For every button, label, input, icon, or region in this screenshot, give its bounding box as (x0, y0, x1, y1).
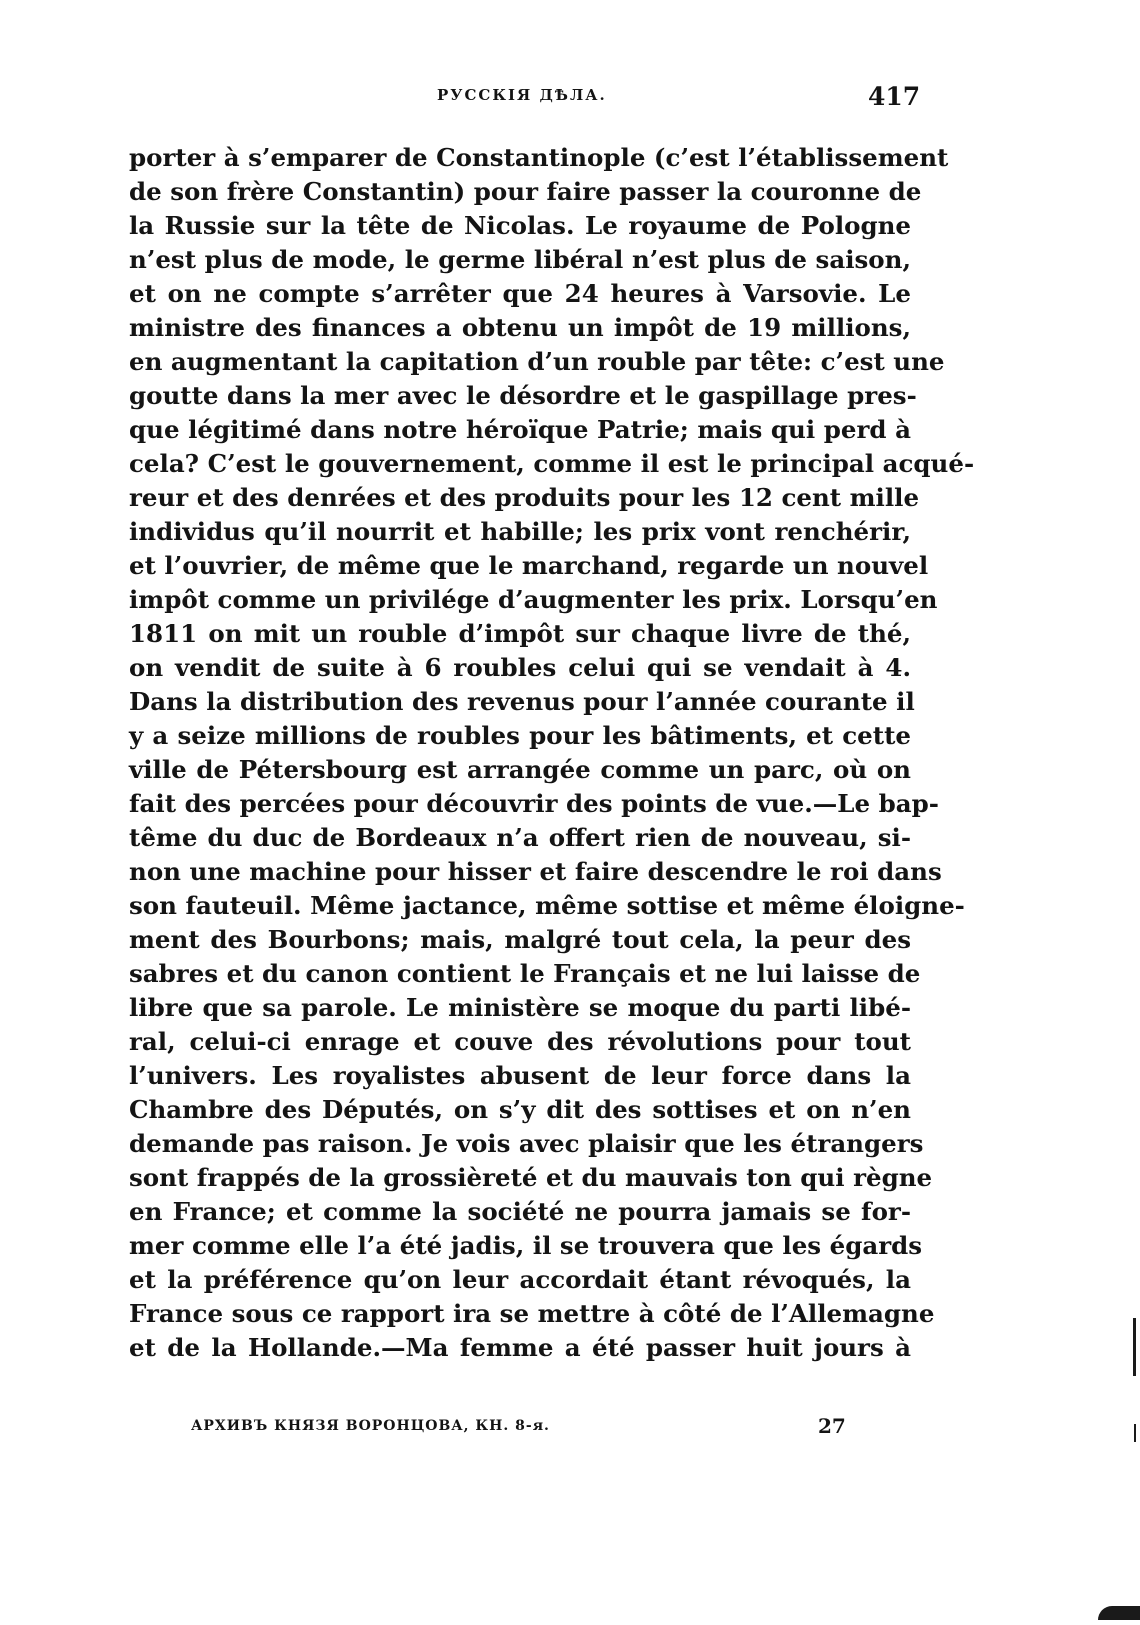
page-footer (0, 1414, 1140, 1440)
text-line: on vendit de suite à 6 roubles celui qui se vendait à 4. (129, 653, 911, 682)
printer-signature: АРХИВЪ КНЯЗЯ ВОРОНЦОВА, КН. 8-я. (191, 1418, 550, 1434)
text-line: non une machine pour hisser et faire descendre le roi dans (129, 857, 942, 886)
text-line: 1811 on mit un rouble d’impôt sur chaque livre de thé, (129, 619, 911, 648)
text-line: Dans la distribution des revenus pour l’année courante il (129, 687, 915, 716)
text-line: et de la Hollande.—Ma femme a été passer huit jours à (129, 1333, 911, 1362)
text-line: son fauteuil. Même jactance, même sottise et même éloigne- (129, 891, 965, 920)
text-line: ville de Pétersbourg est arrangée comme un parc, où on (129, 755, 911, 784)
text-line: libre que sa parole. Le ministère se moque du parti libé- (129, 993, 911, 1022)
text-line: ral, celui-ci enrage et couve des révolutions pour tout (129, 1027, 911, 1056)
text-line: et l’ouvrier, de même que le marchand, regarde un nouvel (129, 551, 929, 580)
page-number: 417 (868, 82, 921, 111)
text-line: impôt comme un privilége d’augmenter les prix. Lorsqu’en (129, 585, 938, 614)
text-line: de son frère Constantin) pour faire passer la couronne de (129, 177, 922, 206)
text-line: sabres et du canon contient le Français et ne lui laisse de (129, 959, 921, 988)
text-line: mer comme elle l’a été jadis, il se trouvera que les égards (129, 1231, 923, 1260)
text-line: sont frappés de la grossièreté et du mauvais ton qui règne (129, 1163, 933, 1192)
text-line: l’univers. Les royalistes abusent de leur force dans la (129, 1061, 911, 1090)
scan-artifact (1098, 1606, 1140, 1620)
text-line: Chambre des Députés, on s’y dit des sottises et on n’en (129, 1095, 911, 1124)
text-line: et la préférence qu’on leur accordait étant révoqués, la (129, 1265, 911, 1294)
text-line: et on ne compte s’arrêter que 24 heures à Varsovie. Le (129, 279, 911, 308)
text-line: fait des percées pour découvrir des points de vue.—Le bap- (129, 789, 939, 818)
text-line: cela? C’est le gouvernement, comme il est le principal acqué- (129, 449, 975, 478)
text-line: y a seize millions de roubles pour les bâtiments, et cette (129, 721, 911, 750)
text-line: que légitimé dans notre héroïque Patrie; mais qui perd à (129, 415, 911, 444)
text-line: France sous ce rapport ira se mettre à côté de l’Allemagne (129, 1299, 935, 1328)
text-line: en augmentant la capitation d’un rouble par tête: c’est une (129, 347, 945, 376)
text-line: tême du duc de Bordeaux n’a offert rien de nouveau, si- (129, 823, 911, 852)
running-head (0, 82, 1140, 111)
text-line: en France; et comme la société ne pourra jamais se for- (129, 1197, 911, 1226)
text-line: porter à s’emparer de Constantinople (c’est l’établissement (129, 143, 949, 172)
sheet-number: 27 (818, 1414, 846, 1438)
text-line: reur et des denrées et des produits pour les 12 cent mille (129, 483, 920, 512)
text-line: la Russie sur la tête de Nicolas. Le royaume de Pologne (129, 211, 911, 240)
scan-artifact (1133, 1318, 1136, 1376)
text-line: goutte dans la mer avec le désordre et le gaspillage pres- (129, 381, 917, 410)
text-line: ment des Bourbons; mais, malgré tout cela, la peur des (129, 925, 911, 954)
text-line: individus qu’il nourrit et habille; les prix vont renchérir, (129, 517, 911, 546)
text-line: n’est plus de mode, le germe libéral n’est plus de saison, (129, 245, 911, 274)
text-line: ministre des finances a obtenu un impôt de 19 millions, (129, 313, 911, 342)
running-title: РУССКІЯ ДѢЛА. (437, 86, 607, 104)
text-line: demande pas raison. Je vois avec plaisir que les étrangers (129, 1129, 924, 1158)
scan-artifact (1134, 1424, 1136, 1442)
